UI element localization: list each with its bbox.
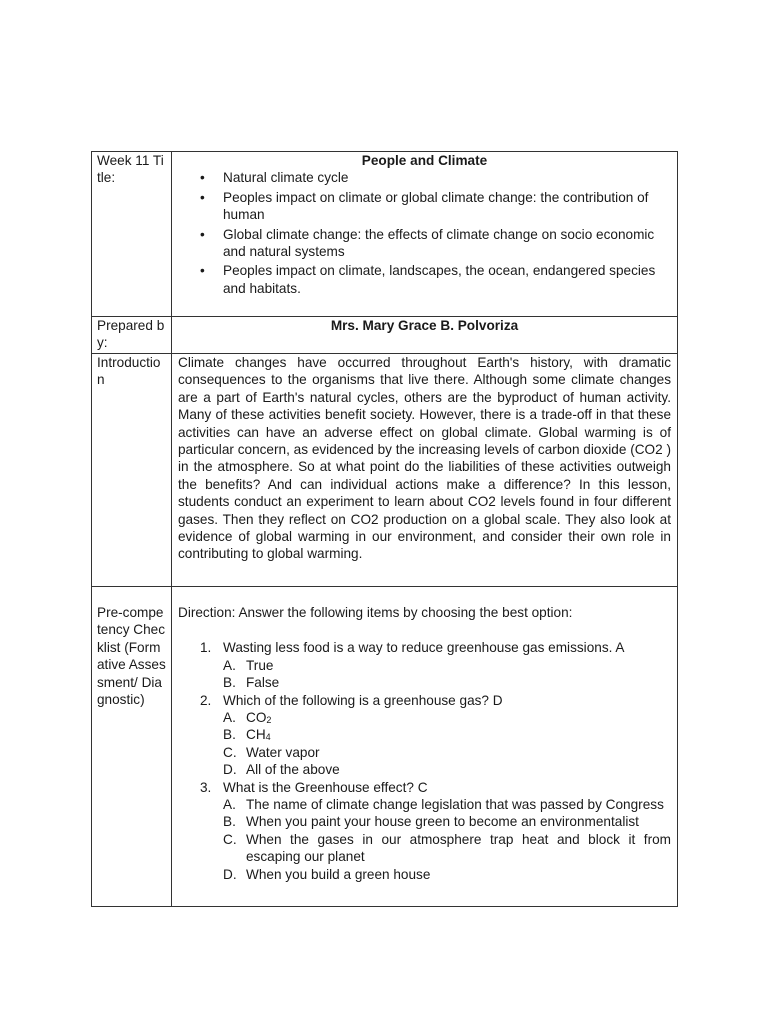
question-text: Wasting less food is a way to reduce greenhouse gas emissions. A (223, 640, 625, 656)
choice-subscript: 4 (265, 732, 271, 743)
choice-letter: B. (223, 814, 236, 830)
choice-letter: C. (223, 831, 237, 847)
page-title: People and Climate (361, 153, 488, 168)
topic-item: • Global climate change: the effects of climate change on socio economic and natural systems (223, 226, 671, 261)
introduction-content (172, 354, 678, 587)
lesson-table (91, 151, 678, 907)
topic-item: • Peoples impact on climate, landscapes, the ocean, endangered species and habitats. (223, 262, 671, 297)
question-text: What is the Greenhouse effect? C (223, 779, 428, 795)
choice-text: When the gases in our atmosphere trap heat and block it from escaping our planet (246, 831, 671, 865)
question-item (200, 639, 671, 691)
question-item (200, 692, 671, 779)
choice-text: False (246, 675, 280, 691)
topic-item: • Peoples impact on climate or global climate change: the contribution of human (223, 189, 671, 224)
choice-item (223, 726, 671, 743)
topic-item: • Natural climate cycle (223, 169, 671, 186)
introduction-text: Climate changes have occurred throughout Earth's history, with dramatic consequences to the organisms that live there. Although some climate changes are a part of Earth's natural cycles, others are the byproduct of human activity. Many of these activities benefit society. However, there is a trade-off in that these activities can have an adverse effect on global climate. Global warming is of particular concern, as evidenced by the increasing levels of carbon dioxide (CO2 ) in the atmosphere. So at what point do the liabilities of these activities outweigh the benefits? And can individual actions make a difference? In this lesson, students conduct an experiment to learn about CO2 levels found in four different gases. Then they reflect on CO2 production on a global scale. They also look at evidence of global warming in our environment, and consider their own role in contributing to global warming. (178, 355, 671, 562)
direction-text: Direction: Answer the following items by choosing the best option: (178, 605, 573, 620)
topic-list (178, 169, 671, 297)
choice-text: The name of climate change legislation that was passed by Congress (246, 797, 664, 813)
week-label: Week 11 Title: (92, 152, 172, 317)
introduction-label: Introduction (92, 354, 172, 587)
choice-item (223, 709, 671, 726)
choice-item (223, 813, 671, 830)
introduction-row (92, 354, 678, 587)
choice-letter: B. (223, 675, 236, 691)
question-item (200, 779, 671, 883)
question-list (178, 639, 671, 883)
choice-letter: D. (223, 762, 237, 778)
prepared-row (92, 317, 678, 354)
choice-item (223, 831, 671, 866)
choice-letter: B. (223, 727, 236, 743)
question-number: 3. (200, 779, 212, 795)
question-number: 2. (200, 692, 212, 708)
choice-text: When you build a green house (246, 866, 431, 882)
choice-item (223, 744, 671, 761)
choice-list (223, 796, 671, 883)
choice-item (223, 866, 671, 883)
choice-text: True (246, 657, 274, 673)
choice-letter: A. (223, 797, 236, 813)
checklist-content (172, 587, 678, 907)
checklist-label-text: Pre-competency Checklist (Formative Assessment/ Diagnostic) (97, 605, 166, 708)
choice-item (223, 657, 671, 674)
choice-text: CO (246, 710, 267, 726)
choice-text: Water vapor (246, 744, 320, 760)
choice-text: CH (246, 727, 266, 743)
choice-list (223, 657, 671, 692)
choice-item (223, 761, 671, 778)
checklist-label (92, 587, 172, 907)
choice-list (223, 709, 671, 779)
week-content (172, 152, 678, 317)
author-name: Mrs. Mary Grace B. Polvoriza (330, 318, 519, 333)
choice-text: All of the above (246, 762, 340, 778)
prepared-label: Prepared by: (92, 317, 172, 354)
question-text: Which of the following is a greenhouse gas? D (223, 692, 503, 708)
choice-letter: A. (223, 710, 236, 726)
choice-text: When you paint your house green to become an environmentalist (246, 814, 639, 830)
choice-item (223, 674, 671, 691)
prepared-content (172, 317, 678, 354)
choice-letter: D. (223, 866, 237, 882)
question-number: 1. (200, 640, 212, 656)
choice-item (223, 796, 671, 813)
title-row (92, 152, 678, 317)
choice-letter: A. (223, 657, 236, 673)
choice-subscript: 2 (266, 715, 272, 726)
checklist-row (92, 587, 678, 907)
choice-letter: C. (223, 744, 237, 760)
